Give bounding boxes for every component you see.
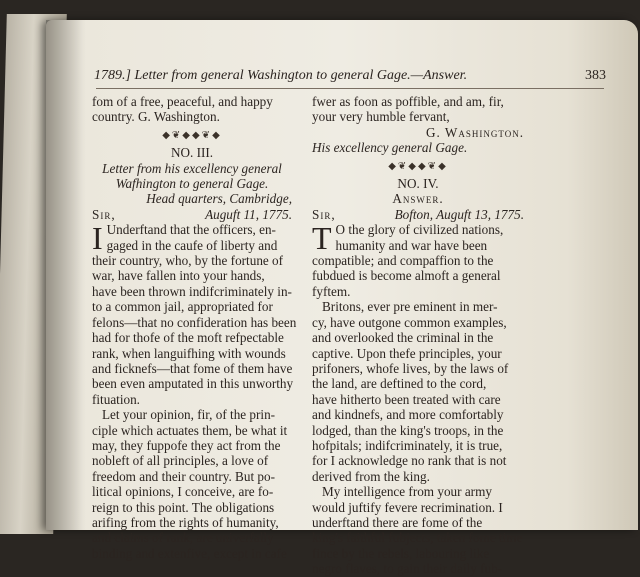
- right-column: [312, 94, 524, 577]
- body-line: would juftify fevere recrimination. I: [312, 499, 503, 515]
- body-line: gaged in the caufe of liberty and: [106, 237, 278, 253]
- header-rule: [96, 88, 604, 89]
- header-year: 1789.]: [94, 68, 131, 83]
- body-line: My intelligence from your army: [322, 484, 492, 500]
- body-line: humanity and war have been: [335, 237, 488, 253]
- ornament-divider: ◆❦◆◆❦◆: [162, 129, 222, 141]
- body-line: have hitherto been treated with care: [312, 391, 501, 407]
- body-line: felons—that no confideration has been: [92, 314, 297, 330]
- drop-cap: I: [92, 220, 103, 257]
- letter-title-line: Wafhington to general Gage.: [115, 176, 269, 192]
- body-line: and overlooked the criminal in the: [312, 330, 494, 346]
- continuation-line: your very humble fervant,: [312, 109, 450, 125]
- body-line: captive. Upon thefe principles, your: [312, 345, 502, 361]
- addressee: His excellency general Gage.: [312, 140, 468, 156]
- body-line: cy, have outgone common examples,: [312, 314, 507, 330]
- letter-body: [312, 222, 524, 576]
- body-line: the land, are deftined to the cord,: [312, 376, 487, 392]
- body-line: Let your opinion, fir, of the prin-: [102, 407, 276, 423]
- header-title: Letter from general Washington to general Gage.—Answer.: [134, 68, 468, 83]
- letter-title-line: Letter from his excellency general: [102, 160, 282, 176]
- continuation-line: fom of a free, peaceful, and happy: [92, 94, 273, 109]
- body-line: fituation.: [92, 391, 140, 407]
- salutation-date-line: [312, 207, 524, 222]
- body-line: had for thofe of the moft refpectable: [92, 330, 284, 346]
- letter-date: Auguft 11, 1775.: [205, 206, 292, 222]
- body-line: and claims of rank, are univerfally: [92, 530, 274, 546]
- answer-heading: Answer.: [392, 191, 444, 207]
- body-line: been even amputated in this unworthy: [92, 376, 294, 392]
- body-line: Underftand that the officers, en-: [106, 222, 276, 238]
- letter-heading: NO. IV.: [397, 176, 439, 192]
- body-line: derived from the king.: [312, 468, 430, 484]
- signature-line: country. G. Washington.: [92, 109, 220, 125]
- body-line: O the glory of civilized nations,: [335, 222, 504, 238]
- salutation: Sir,: [92, 206, 116, 222]
- body-line: fubdued is become almoft a general: [312, 268, 501, 284]
- ornament-divider: ◆❦◆◆❦◆: [388, 160, 448, 172]
- body-line: and ficknefs—that fome of them have: [92, 360, 293, 376]
- body-line: rank, when languifhing with wounds: [92, 345, 286, 361]
- left-column: [92, 94, 297, 561]
- letter-date: Bofton, Auguft 13, 1775.: [394, 206, 524, 222]
- page-number: 383: [585, 68, 606, 83]
- letter-heading: NO. III.: [170, 145, 214, 161]
- salutation-date-line: [92, 207, 292, 222]
- salutation: Sir,: [312, 206, 336, 222]
- body-line: lodged, than the king's troops, in the: [312, 422, 504, 438]
- body-line: compatible; and compaffion to the: [312, 253, 494, 269]
- body-line: litical opinions, I conceive, are fo-: [92, 484, 274, 500]
- body-line: nobleft of all principles, a love of: [92, 453, 269, 469]
- body-line: freedom and their country. But po-: [92, 468, 275, 484]
- body-line: may, they fuppofe they act from the: [92, 437, 281, 453]
- body-line: king's faithful fubjects, taken fome time: [312, 530, 523, 546]
- letter-place: Head quarters, Cambridge,: [146, 191, 292, 207]
- body-line: negro flaves, to gain their daily fub-: [312, 561, 503, 577]
- running-header: [94, 68, 606, 84]
- letter-body: [92, 220, 297, 561]
- body-line: to a common jail, appropriated for: [92, 299, 273, 315]
- signature: G. Washington.: [426, 124, 524, 140]
- body-line: arifing from the rights of humanity,: [92, 514, 279, 530]
- body-line: war, have fallen into your hands,: [92, 268, 265, 284]
- body-line: binding and extenfive, except in cafe: [92, 545, 287, 561]
- body-line: fyftem.: [312, 283, 351, 299]
- body-line: hofpitals; indifcriminately, it is true,: [312, 437, 503, 453]
- drop-cap: T: [312, 220, 332, 257]
- body-line: underftand there are fome of the: [312, 514, 483, 530]
- body-line: and kindnefs, and more comfortably: [312, 407, 504, 423]
- body-line: their country, who, by the fortune of: [92, 253, 284, 269]
- body-line: Britons, ever pre eminent in mer-: [322, 299, 498, 315]
- body-line: have been thrown indifcriminately in-: [92, 283, 292, 299]
- body-line: reign to this point. The obligations: [92, 499, 275, 515]
- body-line: ciple which actuates them, be what it: [92, 422, 288, 438]
- body-line: for I acknowledge no rank that is not: [312, 453, 507, 469]
- continuation-line: fwer as foon as poffible, and am, fir,: [312, 94, 504, 109]
- body-line: prifoners, whofe lives, by the laws of: [312, 360, 509, 376]
- body-line: fince by the rebels, labouring like: [312, 545, 490, 561]
